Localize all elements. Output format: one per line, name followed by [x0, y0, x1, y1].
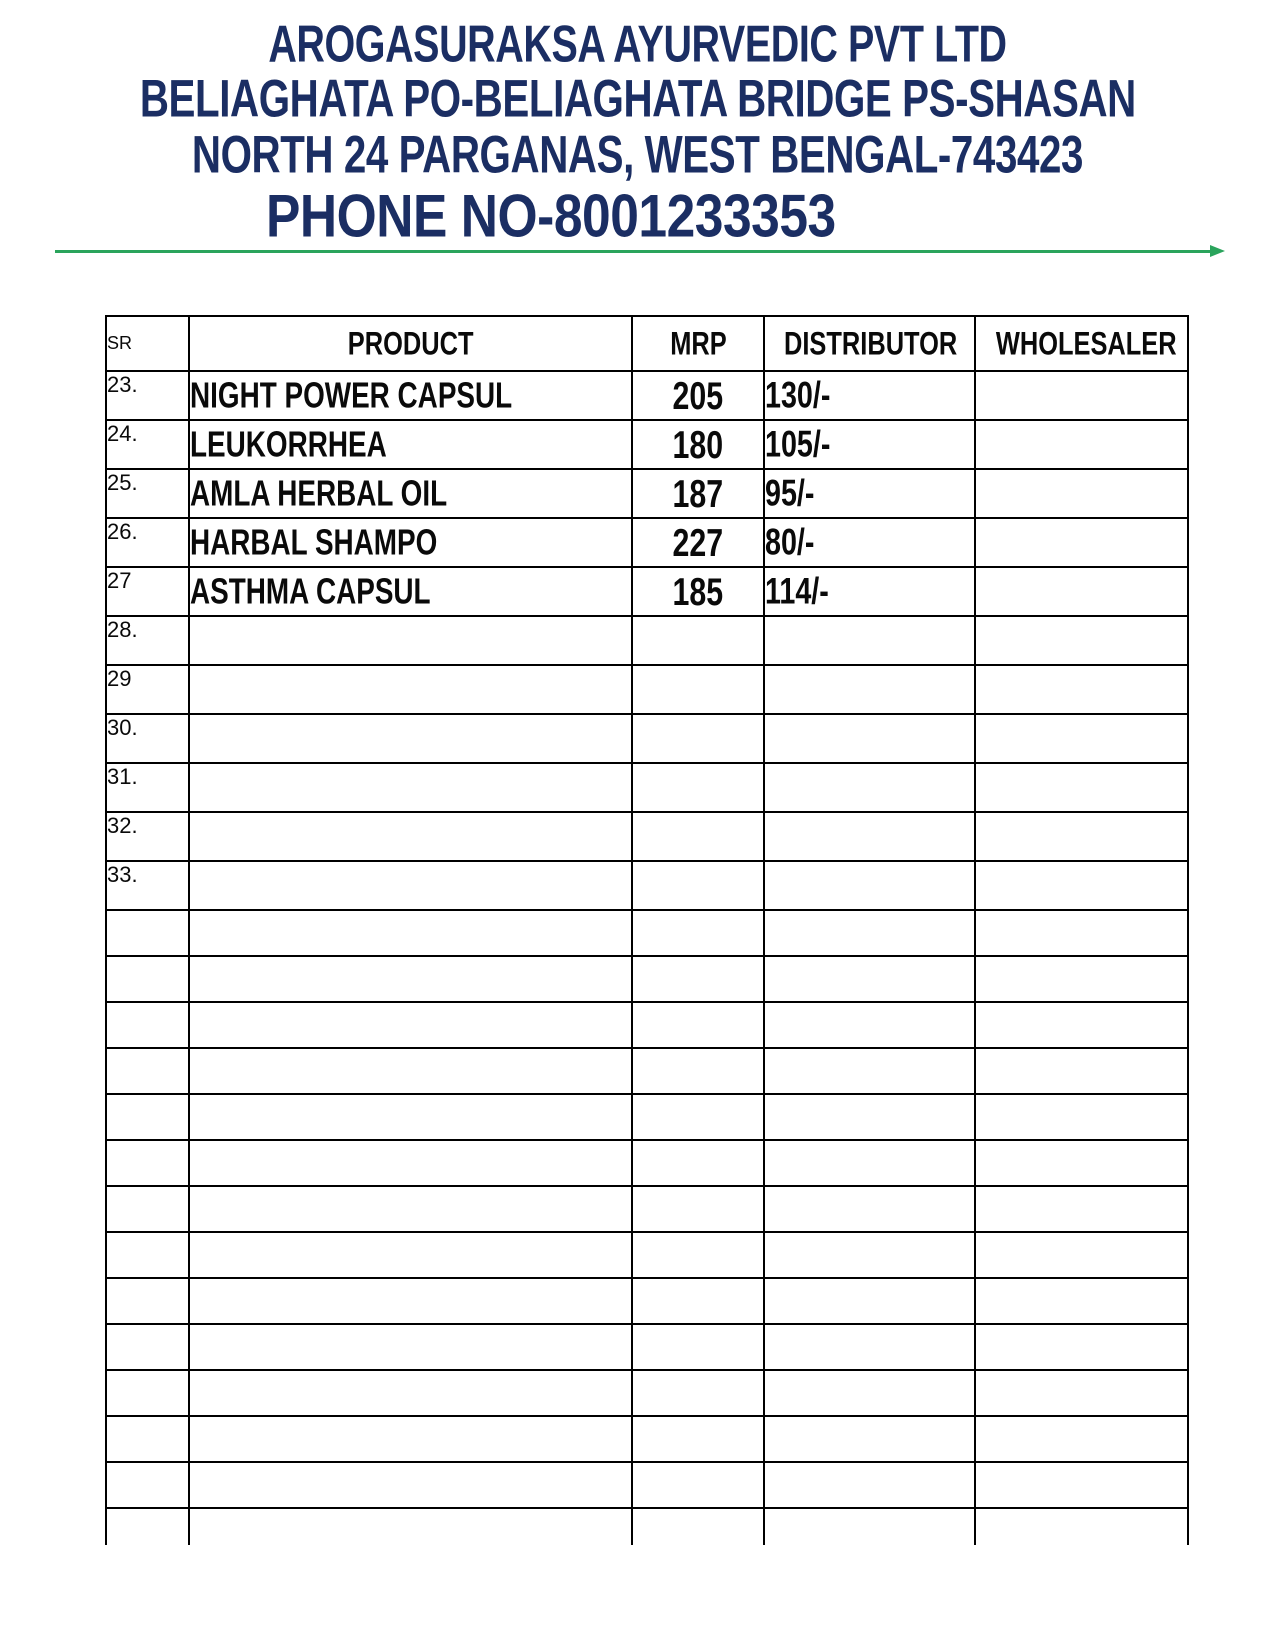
- company-name: [0, 14, 1275, 73]
- product-cell: [189, 1324, 632, 1370]
- sr-cell: [106, 1232, 189, 1278]
- mrp-cell: 227: [632, 518, 764, 567]
- sr-cell: [106, 956, 189, 1002]
- table-header-row: [106, 316, 1188, 371]
- table-row: [106, 1278, 1188, 1324]
- wholesaler-cell: [975, 861, 1188, 910]
- product-cell: NIGHT POWER CAPSUL: [189, 371, 632, 420]
- wholesaler-cell: [975, 518, 1188, 567]
- wholesaler-cell: [975, 910, 1188, 956]
- distributor-cell: [764, 1048, 975, 1094]
- product-column-header: PRODUCT: [189, 316, 632, 371]
- mrp-cell: [632, 1416, 764, 1462]
- distributor-cell: [764, 1462, 975, 1508]
- mrp-cell: [632, 665, 764, 714]
- table-row: [106, 1002, 1188, 1048]
- mrp-cell: [632, 861, 764, 910]
- phone-line: [266, 181, 885, 250]
- mrp-cell: [632, 1002, 764, 1048]
- wholesaler-cell: [975, 1370, 1188, 1416]
- distributor-cell: [764, 1002, 975, 1048]
- wholesaler-cell: [975, 1002, 1188, 1048]
- distributor-cell: 95/-: [764, 469, 975, 518]
- distributor-cell: [764, 1416, 975, 1462]
- mrp-cell: 180: [632, 420, 764, 469]
- mrp-cell: 205: [632, 371, 764, 420]
- mrp-cell: [632, 910, 764, 956]
- sr-cell: [106, 1048, 189, 1094]
- product-cell: [189, 1508, 632, 1545]
- wholesaler-cell: [975, 812, 1188, 861]
- wholesaler-cell: [975, 1186, 1188, 1232]
- mrp-cell: [632, 1094, 764, 1140]
- phone-line-text: PHONE NO-8001233353: [266, 181, 836, 250]
- sr-cell: [106, 910, 189, 956]
- wholesaler-cell: [975, 1232, 1188, 1278]
- price-table-container: [105, 315, 1191, 1545]
- wholesaler-cell: [975, 956, 1188, 1002]
- sr-column-header: SR: [106, 316, 189, 371]
- distributor-cell: [764, 956, 975, 1002]
- address-line-2: [0, 126, 1275, 185]
- distributor-cell: 130/-: [764, 371, 975, 420]
- wholesaler-cell: [975, 1048, 1188, 1094]
- table-row: [106, 469, 1188, 518]
- table-row: [106, 910, 1188, 956]
- wholesaler-cell: [975, 567, 1188, 616]
- distributor-cell: [764, 714, 975, 763]
- wholesaler-cell: [975, 1416, 1188, 1462]
- wholesaler-cell: [975, 1324, 1188, 1370]
- mrp-cell: [632, 1278, 764, 1324]
- table-row: [106, 616, 1188, 665]
- product-cell: [189, 1370, 632, 1416]
- address-line-1-text: BELIAGHATA PO-BELIAGHATA BRIDGE PS-SHASAN: [139, 70, 1136, 129]
- mrp-cell: [632, 1232, 764, 1278]
- wholesaler-cell: [975, 1462, 1188, 1508]
- product-cell: [189, 1186, 632, 1232]
- company-name-text: AROGASURAKSA AYURVEDIC PVT LTD: [268, 14, 1007, 73]
- distributor-cell: 80/-: [764, 518, 975, 567]
- product-cell: [189, 812, 632, 861]
- wholesaler-cell: [975, 1508, 1188, 1545]
- distributor-cell: [764, 1508, 975, 1545]
- product-cell: [189, 1094, 632, 1140]
- price-table-body: [106, 371, 1188, 1545]
- table-row: [106, 1370, 1188, 1416]
- mrp-cell: [632, 1324, 764, 1370]
- sr-cell: [106, 1094, 189, 1140]
- product-cell: [189, 763, 632, 812]
- mrp-cell: [632, 1370, 764, 1416]
- distributor-cell: [764, 1094, 975, 1140]
- sr-cell: [106, 1278, 189, 1324]
- table-row: [106, 1416, 1188, 1462]
- distributor-cell: [764, 1370, 975, 1416]
- mrp-cell: 185: [632, 567, 764, 616]
- table-row: [106, 714, 1188, 763]
- sr-cell: 32.: [106, 812, 189, 861]
- sr-cell: 23.: [106, 371, 189, 420]
- product-cell: [189, 1416, 632, 1462]
- table-row: [106, 1324, 1188, 1370]
- price-table: [105, 315, 1189, 1545]
- sr-cell: [106, 1140, 189, 1186]
- mrp-cell: [632, 1140, 764, 1186]
- distributor-cell: [764, 1232, 975, 1278]
- mrp-cell: [632, 1462, 764, 1508]
- mrp-cell: [632, 714, 764, 763]
- product-cell: HARBAL SHAMPO: [189, 518, 632, 567]
- wholesaler-cell: [975, 1140, 1188, 1186]
- mrp-cell: [632, 1186, 764, 1232]
- distributor-column-header: DISTRIBUTOR: [764, 316, 975, 371]
- distributor-cell: [764, 812, 975, 861]
- table-row: [106, 420, 1188, 469]
- wholesaler-cell: [975, 665, 1188, 714]
- mrp-column-header: MRP: [632, 316, 764, 371]
- distributor-cell: [764, 763, 975, 812]
- product-cell: [189, 1048, 632, 1094]
- wholesaler-cell: [975, 469, 1188, 518]
- sr-cell: [106, 1508, 189, 1545]
- table-row: [106, 1140, 1188, 1186]
- product-cell: [189, 861, 632, 910]
- sr-cell: [106, 1462, 189, 1508]
- sr-cell: 31.: [106, 763, 189, 812]
- sr-cell: 29: [106, 665, 189, 714]
- table-row: [106, 1094, 1188, 1140]
- product-cell: [189, 910, 632, 956]
- product-cell: [189, 1278, 632, 1324]
- sr-cell: 24.: [106, 420, 189, 469]
- distributor-cell: [764, 1278, 975, 1324]
- distributor-cell: [764, 1140, 975, 1186]
- table-row: [106, 1048, 1188, 1094]
- table-row: [106, 1462, 1188, 1508]
- wholesaler-cell: [975, 420, 1188, 469]
- mrp-cell: [632, 812, 764, 861]
- product-cell: AMLA HERBAL OIL: [189, 469, 632, 518]
- distributor-cell: 105/-: [764, 420, 975, 469]
- table-row: [106, 1232, 1188, 1278]
- table-row: [106, 665, 1188, 714]
- mrp-cell: [632, 956, 764, 1002]
- sr-cell: [106, 1370, 189, 1416]
- sr-cell: 28.: [106, 616, 189, 665]
- wholesaler-cell: [975, 714, 1188, 763]
- sr-cell: [106, 1416, 189, 1462]
- mrp-cell: [632, 1048, 764, 1094]
- address-line-2-text: NORTH 24 PARGANAS, WEST BENGAL-743423: [191, 126, 1084, 185]
- table-row: [106, 567, 1188, 616]
- green-divider-line: [55, 250, 1211, 253]
- table-row: [106, 1508, 1188, 1545]
- arrow-right-icon: [1210, 245, 1225, 257]
- table-row: [106, 1186, 1188, 1232]
- address-line-1: [0, 70, 1275, 129]
- sr-cell: 25.: [106, 469, 189, 518]
- distributor-cell: [764, 1324, 975, 1370]
- table-row: [106, 812, 1188, 861]
- sr-cell: 33.: [106, 861, 189, 910]
- sr-cell: 30.: [106, 714, 189, 763]
- product-cell: [189, 956, 632, 1002]
- table-row: [106, 956, 1188, 1002]
- distributor-cell: [764, 861, 975, 910]
- mrp-cell: [632, 616, 764, 665]
- wholesaler-cell: [975, 1278, 1188, 1324]
- wholesaler-column-header: WHOLESALER: [975, 316, 1188, 371]
- distributor-cell: 114/-: [764, 567, 975, 616]
- product-cell: [189, 1002, 632, 1048]
- wholesaler-cell: [975, 1094, 1188, 1140]
- table-row: [106, 371, 1188, 420]
- product-cell: [189, 665, 632, 714]
- sr-cell: [106, 1186, 189, 1232]
- distributor-cell: [764, 1186, 975, 1232]
- table-row: [106, 518, 1188, 567]
- sr-cell: 26.: [106, 518, 189, 567]
- product-cell: LEUKORRHEA: [189, 420, 632, 469]
- wholesaler-cell: [975, 371, 1188, 420]
- product-cell: ASTHMA CAPSUL: [189, 567, 632, 616]
- sr-cell: [106, 1324, 189, 1370]
- distributor-cell: [764, 616, 975, 665]
- mrp-cell: [632, 1508, 764, 1545]
- table-row: [106, 861, 1188, 910]
- distributor-cell: [764, 665, 975, 714]
- mrp-cell: 187: [632, 469, 764, 518]
- sr-cell: 27: [106, 567, 189, 616]
- product-cell: [189, 1232, 632, 1278]
- sr-cell: [106, 1002, 189, 1048]
- product-cell: [189, 616, 632, 665]
- product-cell: [189, 1462, 632, 1508]
- product-cell: [189, 714, 632, 763]
- mrp-cell: [632, 763, 764, 812]
- wholesaler-cell: [975, 763, 1188, 812]
- product-cell: [189, 1140, 632, 1186]
- distributor-cell: [764, 910, 975, 956]
- wholesaler-cell: [975, 616, 1188, 665]
- table-row: [106, 763, 1188, 812]
